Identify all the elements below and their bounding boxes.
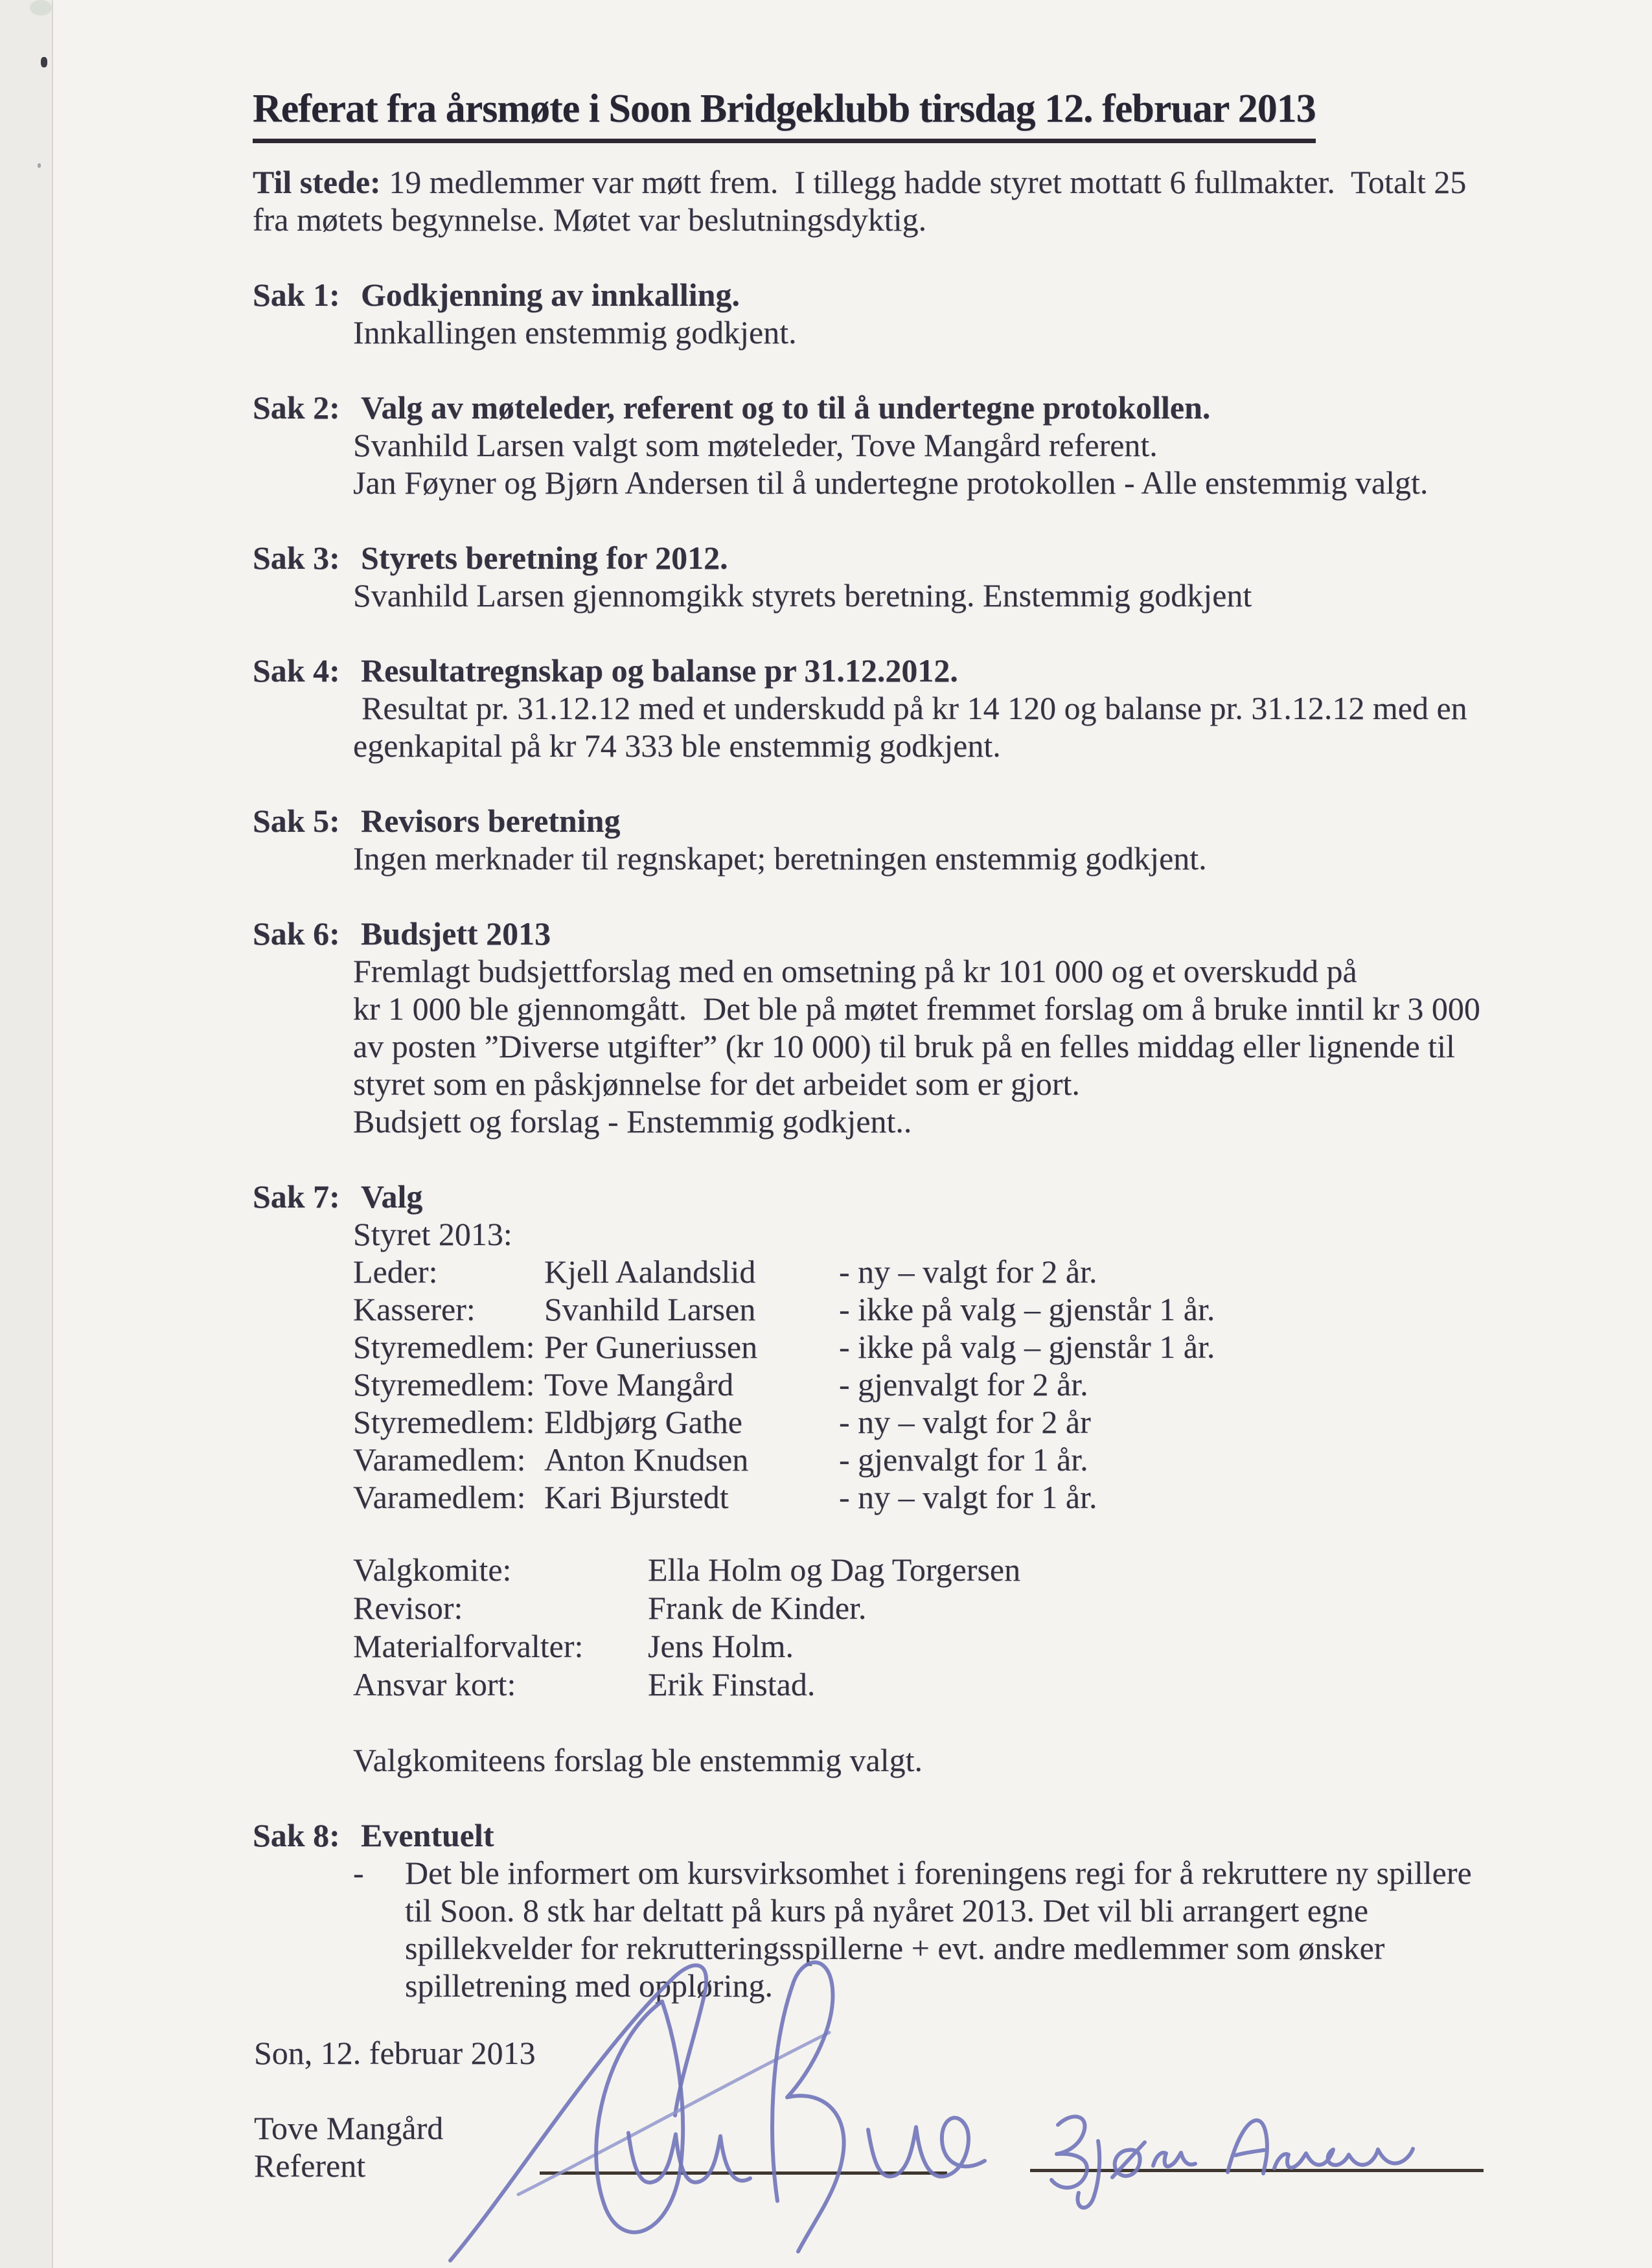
board-role: Styremedlem:: [353, 1404, 535, 1440]
board-row: [353, 1290, 1215, 1328]
board-role: Varamedlem:: [353, 1479, 526, 1515]
section-body-line: Resultat pr. 31.12.12 med et underskudd på kr 14 120 og balanse pr. 31.12.12 med en: [361, 690, 1467, 726]
board-name: Eldbjørg Gathe: [544, 1404, 742, 1440]
section-label: Sak 3:: [253, 540, 340, 576]
section-body-line: spilletrening med oppløring.: [405, 1967, 773, 2004]
section-title: Valg: [361, 1178, 423, 1215]
section-body-line: egenkapital på kr 74 333 ble enstemmig godkjent.: [353, 727, 1001, 764]
attendance-label: Til stede:: [253, 164, 381, 200]
section-title: Budsjett 2013: [361, 915, 551, 952]
board-row: [353, 1366, 1088, 1403]
section-title: Revisors beretning: [361, 803, 621, 839]
board-intro: Styret 2013:: [353, 1216, 512, 1252]
appointment-name: Erik Finstad.: [648, 1666, 816, 1702]
board-row: [353, 1328, 1215, 1366]
appointment-role: Revisor:: [353, 1590, 463, 1626]
section-heading-sak-3: [253, 539, 728, 577]
board-role: Styremedlem:: [353, 1329, 535, 1365]
section-body-line: til Soon. 8 stk har deltatt på kurs på nyåret 2013. Det vil bli arrangert egne: [405, 1892, 1369, 1929]
attendance-line-1: [253, 163, 1466, 201]
section-body-line: Fremlagt budsjettforslag med en omsetning på kr 101 000 og et overskudd på: [353, 953, 1357, 989]
section-label: Sak 5:: [253, 803, 340, 839]
section-body-line: av posten ”Diverse utgifter” (kr 10 000) til bruk på en felles middag eller lignende til: [353, 1028, 1455, 1064]
signer-role: Referent: [254, 2148, 366, 2184]
section-heading-sak-5: [253, 802, 620, 840]
section-label: Sak 6:: [253, 915, 340, 952]
appointment-row: [353, 1666, 815, 1703]
appointment-role: Materialforvalter:: [353, 1628, 584, 1664]
section-title: Godkjenning av innkalling.: [361, 277, 740, 313]
board-status: - gjenvalgt for 1 år.: [839, 1441, 1088, 1478]
section-body-line: spillekvelder for rekrutteringsspillerne + evt. andre medlemmer som ønsker: [405, 1930, 1385, 1966]
appointment-row: [353, 1551, 1020, 1588]
section-heading-sak-1: [253, 276, 740, 314]
section-heading-sak-8: [253, 1816, 494, 1854]
section-heading-sak-2: [253, 389, 1210, 426]
board-row: [353, 1441, 1088, 1478]
board-name: Per Guneriussen: [544, 1329, 758, 1365]
section-body-line: Det ble informert om kursvirksomhet i foreningens regi for å rekruttere ny spillere: [405, 1855, 1472, 1891]
scan-edge-strip: [0, 0, 53, 2268]
handwritten-signature-right: [1033, 2102, 1487, 2238]
section-title: Resultatregnskap og balanse pr 31.12.2012.: [361, 652, 958, 689]
section-body-line: Jan Føyner og Bjørn Andersen til å undertegne protokollen - Alle enstemmig valgt.: [353, 464, 1428, 501]
section-body-line: Budsjett og forslag - Enstemmig godkjent..: [353, 1103, 912, 1140]
board-row: [353, 1478, 1097, 1516]
appointment-name: Ella Holm og Dag Torgersen: [648, 1552, 1021, 1588]
section-label: Sak 7:: [253, 1178, 340, 1215]
signer-name: Tove Mangård: [254, 2110, 444, 2146]
board-name: Kjell Aalandslid: [544, 1254, 756, 1290]
board-status: - ny – valgt for 2 år.: [839, 1254, 1097, 1290]
appointment-row: [353, 1589, 866, 1627]
board-role: Leder:: [353, 1254, 438, 1290]
board-name: Anton Knudsen: [544, 1441, 749, 1478]
board-name: Kari Bjurstedt: [544, 1479, 729, 1515]
board-status: - ikke på valg – gjenstår 1 år.: [839, 1329, 1215, 1365]
board-role: Kasserer:: [353, 1291, 476, 1327]
section-body-line: Ingen merknader til regnskapet; beretningen enstemmig godkjent.: [353, 840, 1207, 876]
appointment-role: Valgkomite:: [353, 1552, 512, 1588]
board-role: Varamedlem:: [353, 1441, 526, 1478]
attendance-line-2: fra møtets begynnelse. Møtet var beslutningsdyktig.: [253, 201, 927, 238]
board-status: - ny – valgt for 2 år: [839, 1404, 1091, 1440]
section-label: Sak 4:: [253, 652, 340, 689]
board-name: Tove Mangård: [544, 1366, 734, 1403]
section-title: Styrets beretning for 2012.: [361, 540, 728, 576]
board-name: Svanhild Larsen: [544, 1291, 756, 1327]
section-label: Sak 1:: [253, 277, 340, 313]
section-label: Sak 2:: [253, 389, 340, 426]
section-label: Sak 8:: [253, 1817, 340, 1853]
page-title: Referat fra årsmøte i Soon Bridgeklubb tirsdag 12. februar 2013: [253, 86, 1316, 143]
board-role: Styremedlem:: [353, 1366, 535, 1403]
appointments-closing: Valgkomiteens forslag ble enstemmig valgt.: [353, 1742, 923, 1778]
scan-speck: [41, 57, 47, 67]
section-body-line: kr 1 000 ble gjennomgått. Det ble på møtet fremmet forslag om å bruke inntil kr 3 000: [353, 991, 1480, 1027]
board-row: [353, 1403, 1091, 1441]
scan-speck: [38, 163, 41, 168]
appointment-row: [353, 1627, 794, 1665]
bullet-dash: -: [353, 1855, 364, 1891]
section-heading-sak-7: [253, 1178, 422, 1215]
section-body-line: Svanhild Larsen valgt som møteleder, Tove Mangård referent.: [353, 427, 1158, 463]
section-title: Eventuelt: [361, 1817, 494, 1853]
appointment-role: Ansvar kort:: [353, 1666, 516, 1702]
appointment-name: Frank de Kinder.: [648, 1590, 867, 1626]
board-status: - gjenvalgt for 2 år.: [839, 1366, 1088, 1403]
board-status: - ikke på valg – gjenstår 1 år.: [839, 1291, 1215, 1327]
appointment-name: Jens Holm.: [648, 1628, 794, 1664]
section-body-line: Innkallingen enstemmig godkjent.: [353, 314, 797, 350]
scan-smudge: [30, 0, 52, 16]
board-status: - ny – valgt for 1 år.: [839, 1479, 1097, 1515]
section-title: Valg av møteleder, referent og to til å undertegne protokollen.: [361, 389, 1211, 426]
attendance-text: 19 medlemmer var møtt frem. I tillegg hadde styret mottatt 6 fullmakter. Totalt 25: [380, 164, 1467, 200]
board-row: [353, 1253, 1097, 1290]
section-heading-sak-6: [253, 915, 551, 952]
handwritten-signature-left: [415, 1940, 1030, 2267]
date-place: Son, 12. februar 2013: [254, 2035, 536, 2071]
section-body-line: Svanhild Larsen gjennomgikk styrets beretning. Enstemmig godkjent: [353, 577, 1252, 613]
section-body-line: styret som en påskjønnelse for det arbeidet som er gjort.: [353, 1066, 1080, 1102]
section-heading-sak-4: [253, 652, 958, 689]
